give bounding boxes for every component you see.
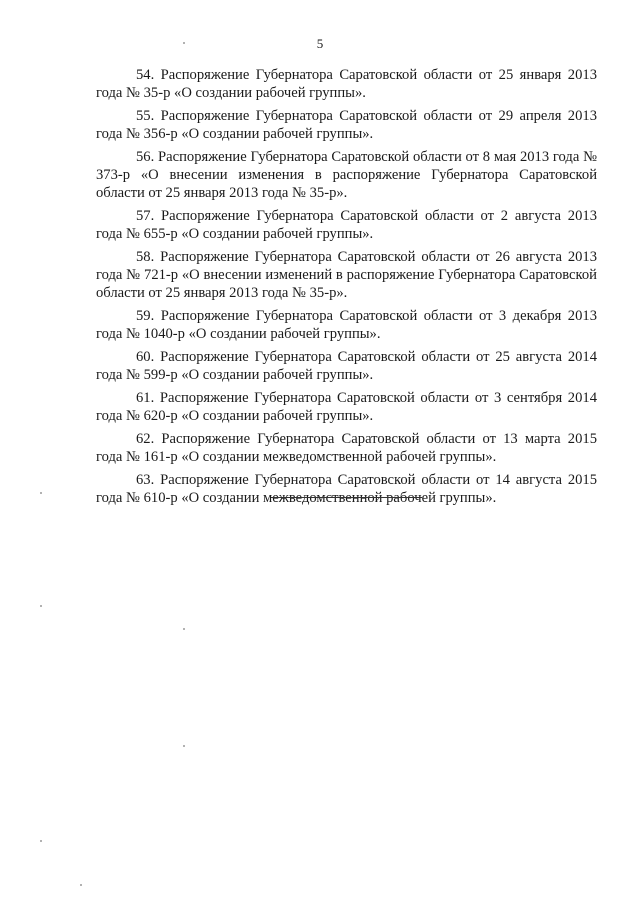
item-number: 61.: [136, 390, 155, 406]
list-item: [96, 207, 597, 243]
scan-speck: [40, 492, 42, 494]
item-text: Распоряжение Губернатора Саратовской области от 26 августа 2013 года № 721-р «О внесении изменений в распоряжение Губернатора Саратовской области от 25 января 2013 года № 35-р».: [96, 249, 598, 301]
scan-speck: [183, 42, 185, 44]
item-text: Распоряжение Губернатора Саратовской области от 25 августа 2014 года № 599-р «О создании рабочей группы».: [96, 349, 598, 383]
list-item: [96, 66, 597, 102]
scan-speck: [40, 605, 42, 607]
scan-speck: [80, 884, 82, 886]
item-text: Распоряжение Губернатора Саратовской области от 3 декабря 2013 года № 1040-р «О создании рабочей группы».: [96, 308, 597, 342]
list-item: [96, 107, 597, 143]
scan-speck: [183, 745, 185, 747]
item-number: 57.: [136, 208, 155, 224]
item-number: 62.: [136, 431, 155, 447]
list-item: [96, 248, 597, 302]
item-number: 56.: [136, 149, 155, 165]
list-item: [96, 471, 597, 507]
item-number: 54.: [136, 67, 155, 83]
item-text: Распоряжение Губернатора Саратовской области от 3 сентября 2014 года № 620-р «О создании рабочей группы».: [96, 390, 597, 424]
item-number: 59.: [136, 308, 155, 324]
item-text: Распоряжение Губернатора Саратовской области от 13 марта 2015 года № 161-р «О создании межведомственной рабочей группы».: [96, 431, 597, 465]
item-text: Распоряжение Губернатора Саратовской области от 25 января 2013 года № 35-р «О создании рабочей группы».: [96, 67, 597, 101]
item-text: Распоряжение Губернатора Саратовской области от 2 августа 2013 года № 655-р «О создании рабочей группы».: [96, 208, 597, 242]
list-item: [96, 348, 597, 384]
scan-speck: [183, 628, 185, 630]
page-number: 5: [316, 36, 324, 51]
list-item: [96, 148, 597, 202]
list-item: [96, 389, 597, 425]
list-item: [96, 430, 597, 466]
order-list: [96, 66, 597, 512]
item-number: 55.: [136, 108, 155, 124]
item-text: Распоряжение Губернатора Саратовской области от 8 мая 2013 года № 373-р «О внесении изменения в распоряжение Губернатора Саратовской области от 25 января 2013 года № 35-р».: [96, 149, 598, 201]
item-number: 60.: [136, 349, 155, 365]
list-item: [96, 307, 597, 343]
item-number: 63.: [136, 472, 155, 488]
item-text: Распоряжение Губернатора Саратовской области от 14 августа 2015 года № 610-р «О создании межведомственной рабочей группы».: [96, 472, 598, 506]
item-text: Распоряжение Губернатора Саратовской области от 29 апреля 2013 года № 356-р «О создании рабочей группы».: [96, 108, 597, 142]
scan-speck: [40, 840, 42, 842]
item-number: 58.: [136, 249, 155, 265]
end-divider-line: [271, 497, 422, 498]
